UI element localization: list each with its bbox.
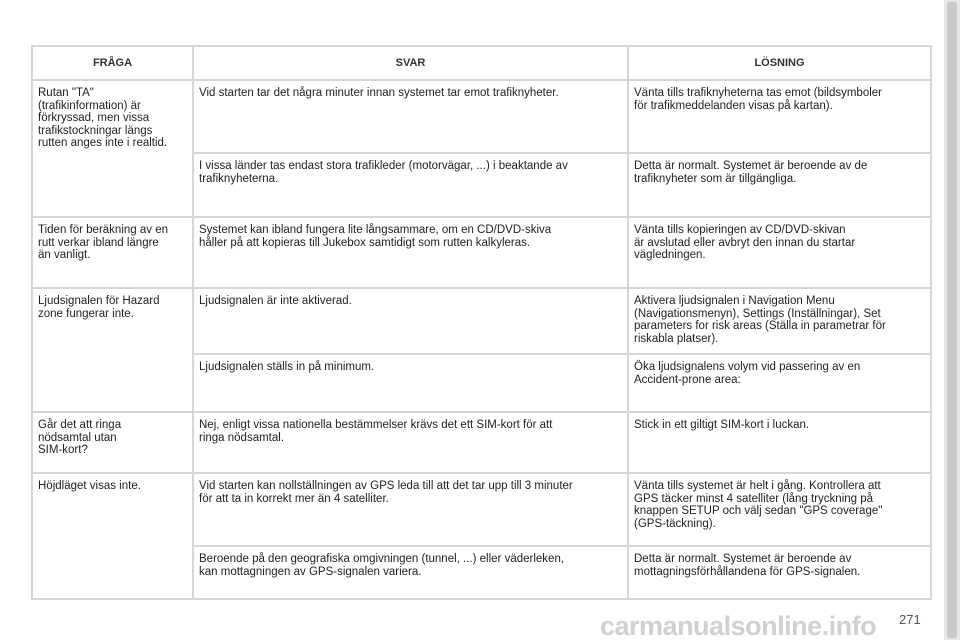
page-number: 271 [899, 612, 921, 627]
solution-cell: Stick in ett giltigt SIM-kort i luckan. [628, 412, 931, 473]
answer-cell: Systemet kan ibland fungera lite långsammare, om en CD/DVD-skiva håller på att kopieras till Jukebox samtidigt som rutten kalkyleras. [193, 217, 628, 288]
header-question: FRÅGA [32, 46, 193, 80]
solution-cell: Vänta tills systemet är helt i gång. Kontrollera att GPS täcker minst 4 satelliter (lång tryckning på knappen SETUP och välj sedan "GPS coverage" (GPS-täckning). [628, 473, 931, 546]
header-solution: LÖSNING [628, 46, 931, 80]
scrollbar[interactable] [944, 0, 960, 640]
solution-cell: Öka ljudsignalens volym vid passering av en Accident-prone area: [628, 354, 931, 412]
question-cell: Höjdläget visas inte. [32, 473, 193, 599]
table-row [32, 412, 931, 473]
answer-cell: Vid starten kan nollställningen av GPS leda till att det tar upp till 3 minuter för att ta in korrekt mer än 4 satelliter. [193, 473, 628, 546]
solution-cell: Vänta tills kopieringen av CD/DVD-skivan är avslutad eller avbryt den innan du startar vägledningen. [628, 217, 931, 288]
faq-table [31, 45, 932, 600]
answer-cell: I vissa länder tas endast stora trafikleder (motorvägar, ...) i beaktande av trafiknyheterna. [193, 153, 628, 217]
watermark: carmanualsonline.info [600, 611, 877, 641]
table-row [32, 80, 931, 153]
table-row [32, 217, 931, 288]
answer-cell: Vid starten tar det några minuter innan systemet tar emot trafiknyheter. [193, 80, 628, 153]
header-row [32, 46, 931, 80]
scrollbar-thumb[interactable] [947, 2, 957, 638]
solution-cell: Detta är normalt. Systemet är beroende av mottagningsförhållandena för GPS-signalen. [628, 546, 931, 599]
question-cell: Rutan "TA" (trafikinformation) är förkryssad, men vissa trafikstockningar längs rutten anges inte i realtid. [32, 80, 193, 217]
table-row [32, 473, 931, 546]
answer-cell: Nej, enligt vissa nationella bestämmelser krävs det ett SIM-kort för att ringa nödsamtal. [193, 412, 628, 473]
answer-cell: Ljudsignalen är inte aktiverad. [193, 288, 628, 354]
question-cell: Går det att ringa nödsamtal utan SIM-kort? [32, 412, 193, 473]
question-cell: Tiden för beräkning av en rutt verkar ibland längre än vanligt. [32, 217, 193, 288]
solution-cell: Detta är normalt. Systemet är beroende av de trafiknyheter som är tillgängliga. [628, 153, 931, 217]
header-answer: SVAR [193, 46, 628, 80]
answer-cell: Ljudsignalen ställs in på minimum. [193, 354, 628, 412]
table-row [32, 288, 931, 354]
answer-cell: Beroende på den geografiska omgivningen (tunnel, ...) eller väderleken, kan mottagningen av GPS-signalen variera. [193, 546, 628, 599]
solution-cell: Aktivera ljudsignalen i Navigation Menu (Navigationsmenyn), Settings (Inställningar), Set parameters for risk areas (Ställa in parametrar för riskabla platser). [628, 288, 931, 354]
solution-cell: Vänta tills trafiknyheterna tas emot (bildsymboler för trafikmeddelanden visas på kartan). [628, 80, 931, 153]
question-cell: Ljudsignalen för Hazard zone fungerar inte. [32, 288, 193, 412]
